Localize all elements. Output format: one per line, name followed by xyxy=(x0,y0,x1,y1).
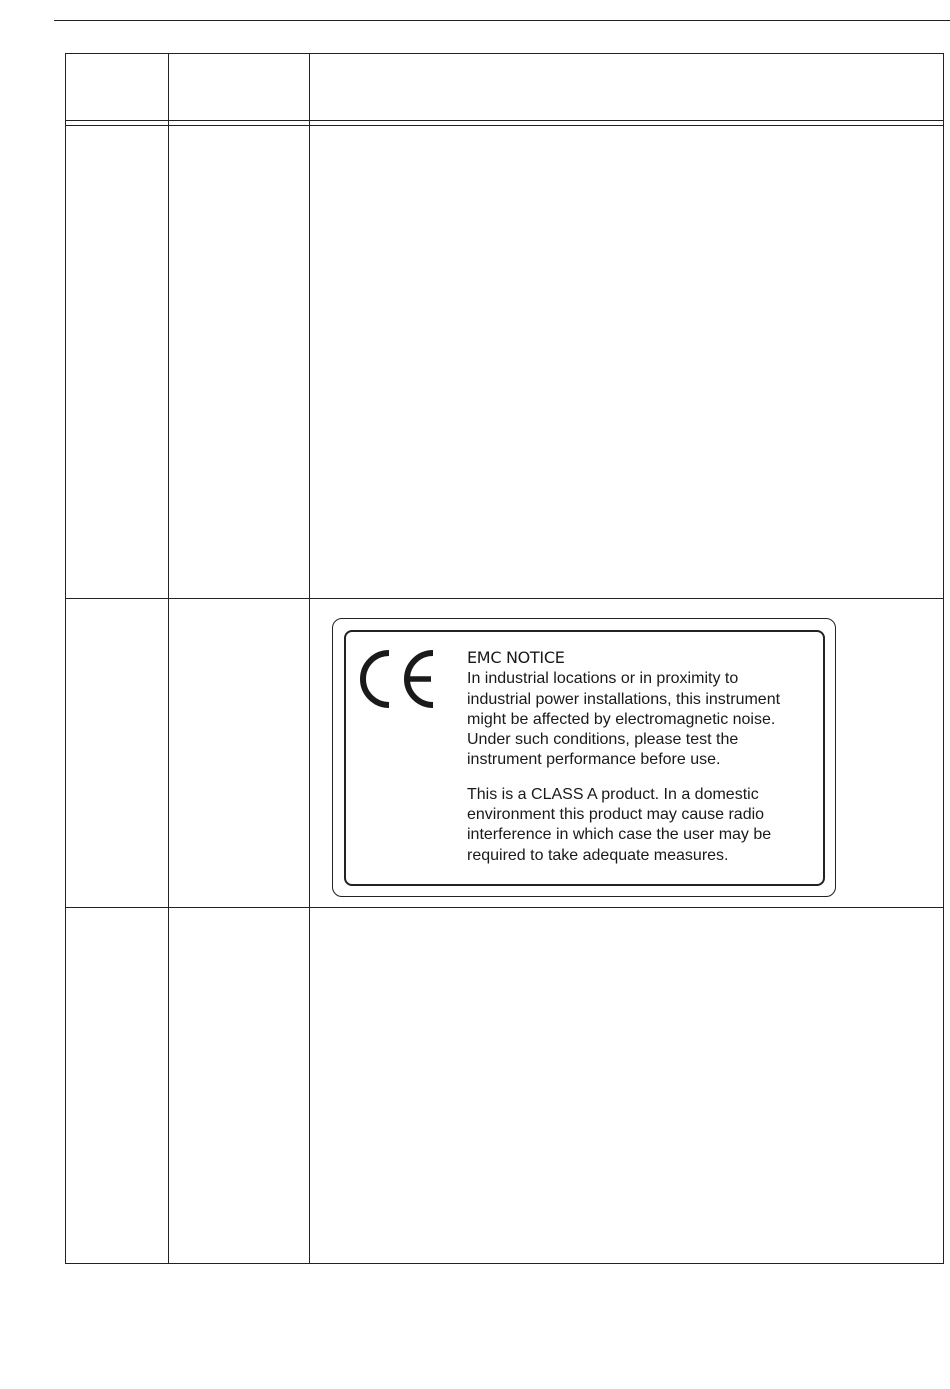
emc-notice-paragraph-2: This is a CLASS A product. In a domestic environment this product may cause radio interference in which case the user may be required to take adequate measures. xyxy=(467,785,772,864)
header-divider-bottom xyxy=(66,125,943,126)
ce-mark-icon xyxy=(358,648,438,710)
emc-notice-title: EMC NOTICE xyxy=(467,648,565,667)
row-divider-1 xyxy=(66,598,943,599)
row-divider-2 xyxy=(66,907,943,908)
header-cell-1 xyxy=(66,54,168,120)
header-divider-top xyxy=(66,120,943,121)
header-rule xyxy=(54,20,950,21)
header-cell-2 xyxy=(169,54,309,120)
emc-notice-text xyxy=(467,648,817,866)
column-divider-1 xyxy=(168,54,169,1263)
emc-notice-paragraph-1: In industrial locations or in proximity to industrial power installations, this instrument might be affected by electromagnetic noise. Under such conditions, please test the instrument performance before use. xyxy=(467,670,781,769)
header-cell-3 xyxy=(310,54,943,120)
column-divider-2 xyxy=(309,54,310,1263)
